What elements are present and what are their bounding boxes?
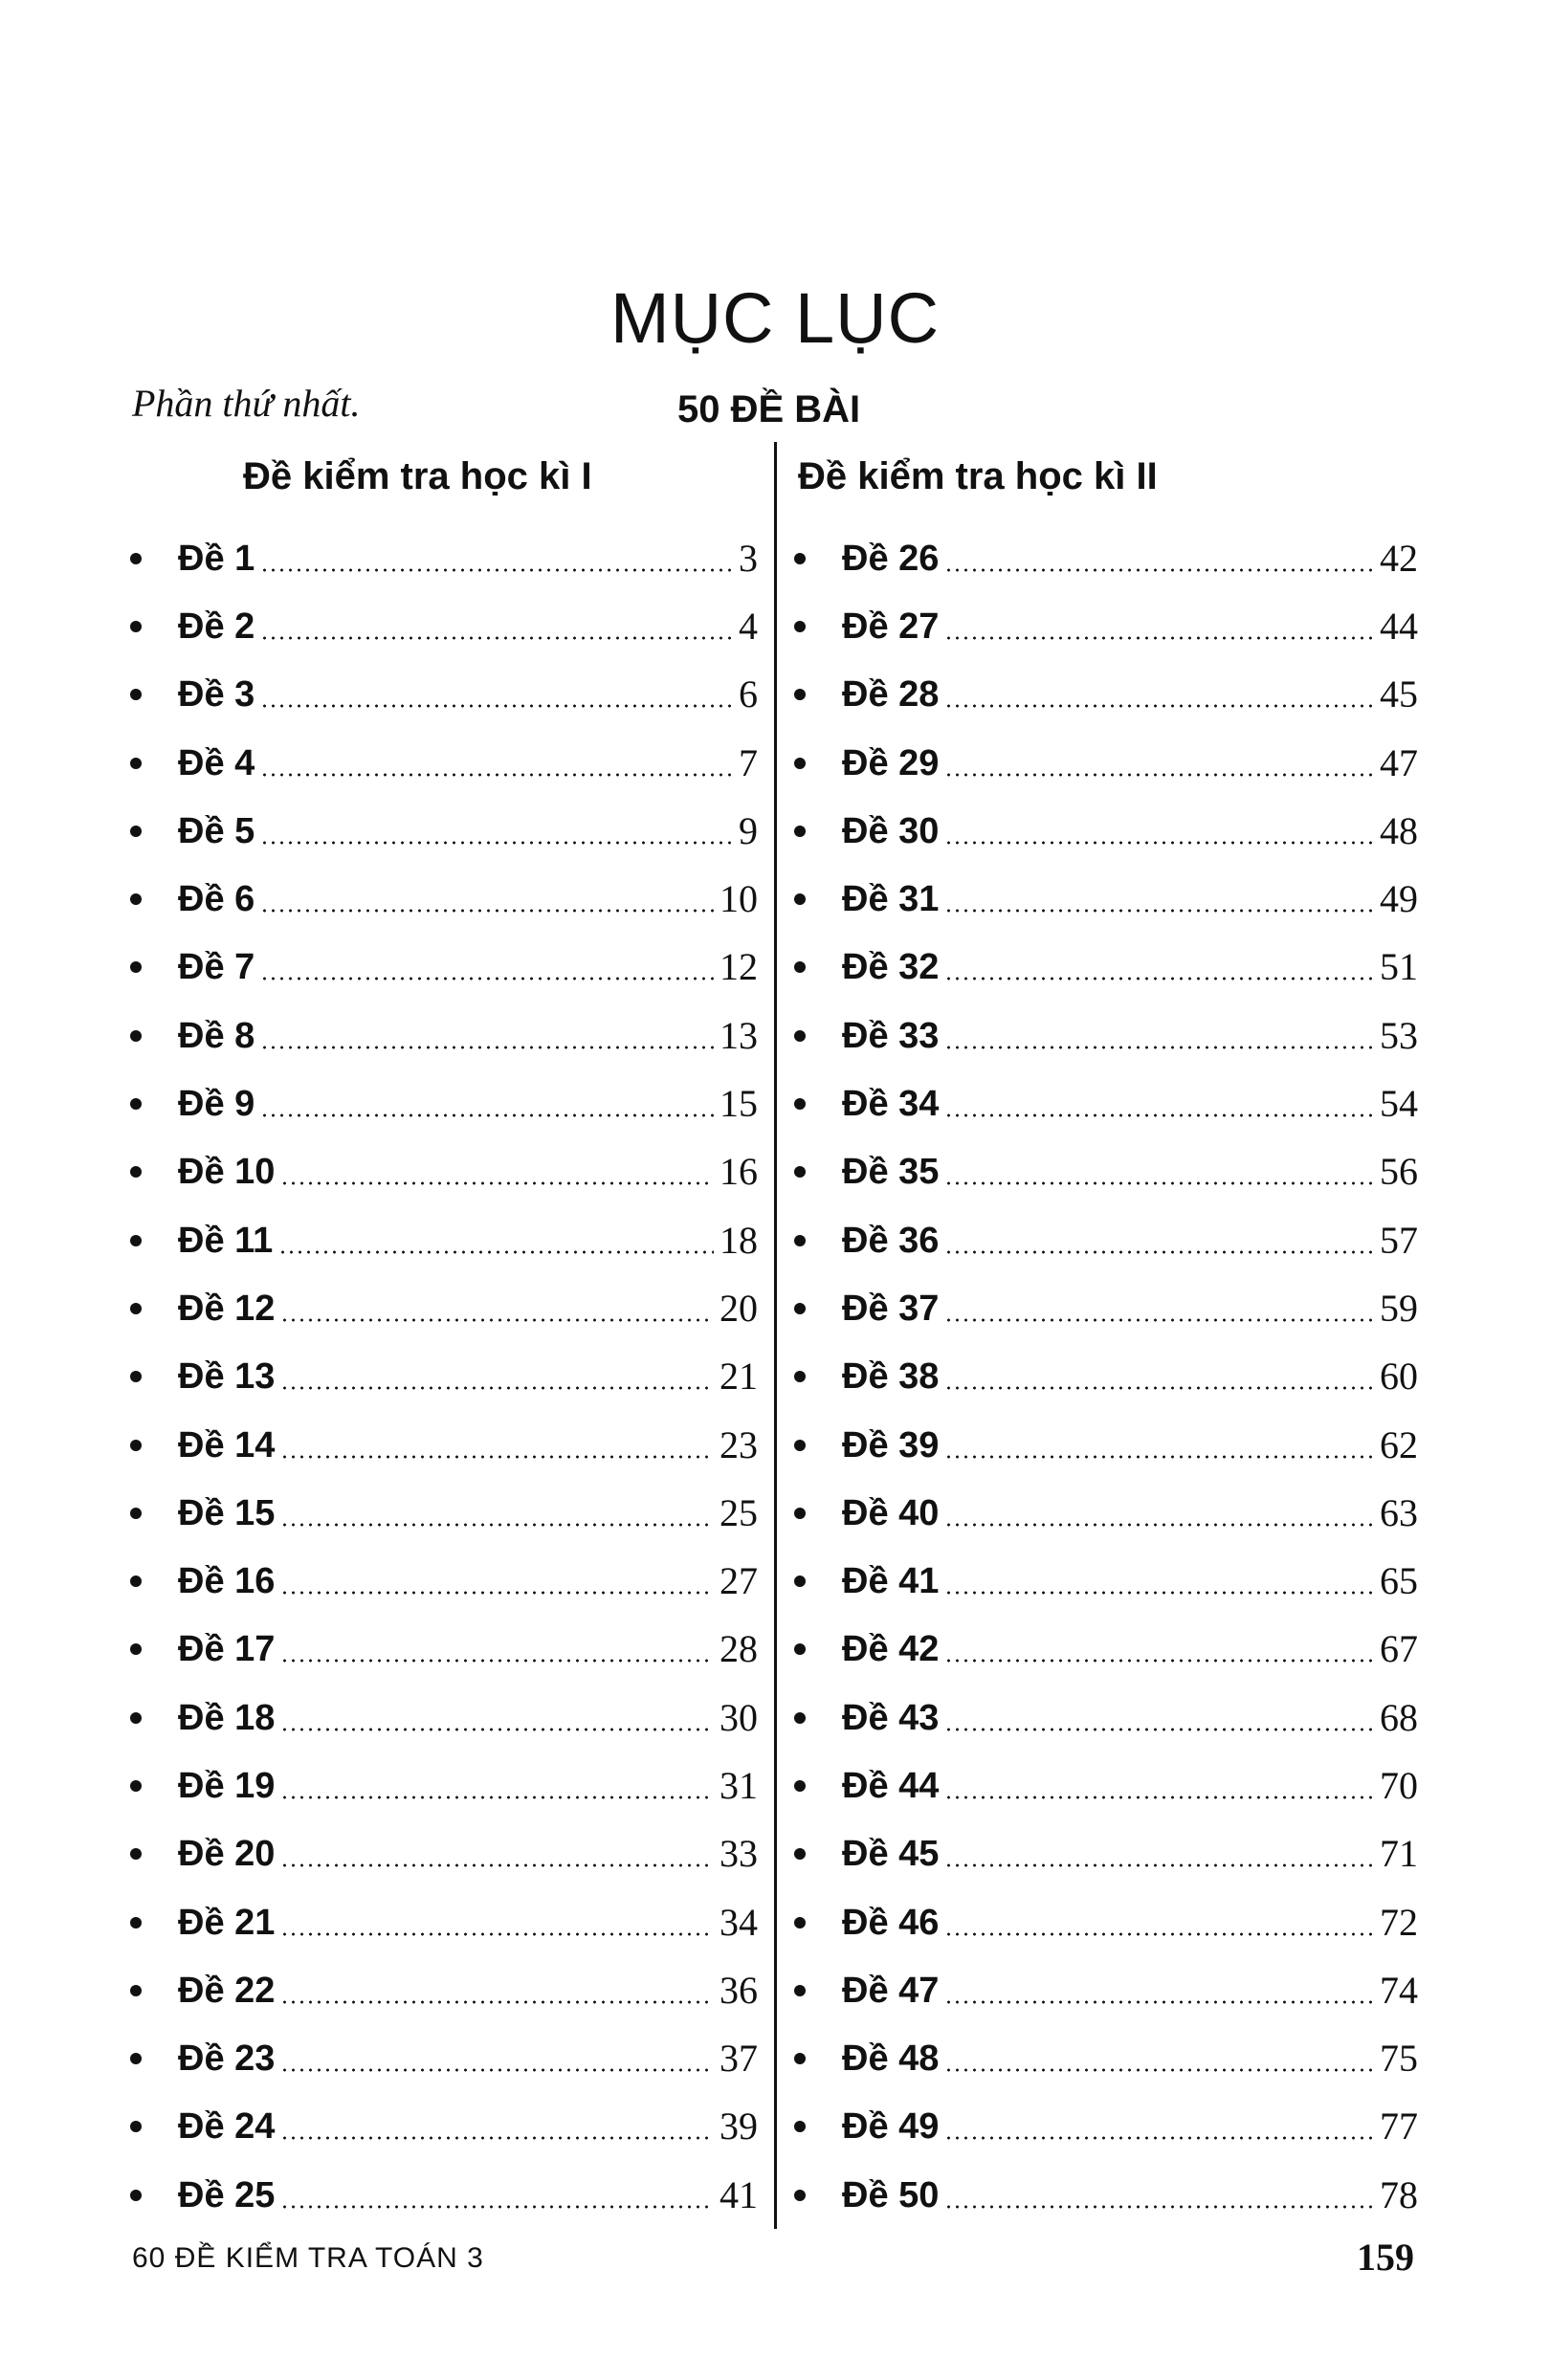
toc-entry-page: 12 xyxy=(720,945,758,989)
toc-entry-label: Đề 3 xyxy=(178,674,255,716)
toc-entry-page: 10 xyxy=(720,877,758,921)
toc-entry-page: 6 xyxy=(739,672,758,716)
left-column-heading: Đề kiểm tra học kì I xyxy=(243,455,592,497)
toc-entry xyxy=(794,1820,1418,1888)
dot-leader xyxy=(280,1932,714,1936)
bullet-icon xyxy=(794,621,806,632)
bullet-icon xyxy=(130,893,142,905)
toc-entry-page: 18 xyxy=(720,1218,758,1262)
dot-leader xyxy=(944,1591,1374,1595)
toc-entry xyxy=(794,865,1418,933)
dot-leader xyxy=(280,1386,714,1390)
toc-entry-label: Đề 40 xyxy=(842,1492,940,1533)
bullet-icon xyxy=(794,1098,806,1110)
bullet-icon xyxy=(130,553,142,564)
dot-leader xyxy=(280,1523,714,1527)
bullet-icon xyxy=(794,1712,806,1724)
bullet-icon xyxy=(130,961,142,973)
bullet-icon xyxy=(794,1508,806,1519)
footer-book-title: 60 ĐỀ KIỂM TRA TOÁN 3 xyxy=(132,2242,484,2274)
toc-entry-page: 78 xyxy=(1380,2172,1418,2216)
toc-entry xyxy=(794,2025,1418,2093)
toc-entry-page: 45 xyxy=(1380,672,1418,716)
toc-entry-page: 20 xyxy=(720,1286,758,1330)
toc-entry-page: 23 xyxy=(720,1422,758,1466)
dot-leader xyxy=(944,704,1374,708)
toc-entry-page: 67 xyxy=(1380,1627,1418,1671)
dot-leader xyxy=(944,909,1374,913)
toc-entry-label: Đề 35 xyxy=(842,1152,940,1193)
toc-entry-page: 68 xyxy=(1380,1695,1418,1739)
dot-leader xyxy=(944,1113,1374,1117)
dot-leader xyxy=(280,1728,714,1731)
toc-entry xyxy=(130,1479,758,1547)
toc-entry-label: Đề 44 xyxy=(842,1765,940,1806)
toc-entry-page: 37 xyxy=(720,2037,758,2081)
toc-entry-label: Đề 42 xyxy=(842,1629,940,1670)
toc-entry-page: 34 xyxy=(720,1900,758,1944)
toc-entry-page: 39 xyxy=(720,2105,758,2149)
toc-entry-label: Đề 13 xyxy=(178,1356,276,1398)
toc-entry xyxy=(130,1206,758,1274)
toc-entry-label: Đề 8 xyxy=(178,1015,255,1056)
dot-leader xyxy=(280,1181,714,1185)
dot-leader xyxy=(280,1591,714,1595)
bullet-icon xyxy=(794,1643,806,1655)
toc-entry-page: 62 xyxy=(1380,1422,1418,1466)
toc-entry xyxy=(794,1274,1418,1342)
dot-leader xyxy=(944,2136,1374,2140)
bullet-icon xyxy=(794,893,806,905)
toc-entry xyxy=(794,1616,1418,1684)
dot-leader xyxy=(280,1796,714,1799)
dot-leader xyxy=(280,1659,714,1663)
toc-entry-label: Đề 12 xyxy=(178,1288,276,1329)
toc-entry-page: 54 xyxy=(1380,1082,1418,1126)
toc-entry xyxy=(130,729,758,797)
toc-entry xyxy=(794,729,1418,797)
toc-entry xyxy=(130,1820,758,1888)
bullet-icon xyxy=(794,2053,806,2064)
toc-entry-page: 7 xyxy=(739,740,758,784)
toc-entry xyxy=(794,1547,1418,1615)
dot-leader xyxy=(944,1932,1374,1936)
bullet-icon xyxy=(130,1371,142,1382)
toc-entry xyxy=(794,1002,1418,1069)
bullet-icon xyxy=(794,689,806,700)
bullet-icon xyxy=(130,1712,142,1724)
toc-entry xyxy=(130,592,758,660)
toc-entry xyxy=(130,934,758,1002)
bullet-icon xyxy=(130,1166,142,1178)
toc-entry-page: 70 xyxy=(1380,1763,1418,1807)
bullet-icon xyxy=(794,1780,806,1792)
bullet-icon xyxy=(130,1848,142,1860)
toc-entry-page: 27 xyxy=(720,1559,758,1603)
dot-leader xyxy=(944,1455,1374,1459)
toc-entry xyxy=(130,661,758,729)
right-column-heading: Đề kiểm tra học kì II xyxy=(798,455,1158,497)
dot-leader xyxy=(944,636,1374,640)
toc-entry-label: Đề 29 xyxy=(842,742,940,783)
toc-entry xyxy=(130,1684,758,1752)
toc-entry-label: Đề 36 xyxy=(842,1220,940,1261)
toc-entry-label: Đề 46 xyxy=(842,1902,940,1943)
bullet-icon xyxy=(794,1917,806,1928)
dot-leader xyxy=(280,1455,714,1459)
toc-entry xyxy=(130,1547,758,1615)
bullet-icon xyxy=(794,1985,806,1996)
toc-entry-label: Đề 10 xyxy=(178,1152,276,1193)
toc-entry-label: Đề 34 xyxy=(842,1084,940,1125)
toc-entry xyxy=(130,2025,758,2093)
toc-entry-label: Đề 17 xyxy=(178,1629,276,1670)
toc-entry xyxy=(794,524,1418,592)
toc-entry-label: Đề 21 xyxy=(178,1902,276,1943)
toc-entry-label: Đề 4 xyxy=(178,742,255,783)
bullet-icon xyxy=(130,1643,142,1655)
left-toc-list xyxy=(130,524,758,2229)
toc-entry-page: 74 xyxy=(1380,1968,1418,2012)
toc-entry-label: Đề 23 xyxy=(178,2038,276,2080)
toc-entry xyxy=(794,2093,1418,2161)
toc-entry-page: 63 xyxy=(1380,1490,1418,1534)
toc-entry-label: Đề 24 xyxy=(178,2106,276,2148)
page-title: MỤC LỤC xyxy=(609,278,941,358)
toc-entry-page: 49 xyxy=(1380,877,1418,921)
toc-entry xyxy=(794,661,1418,729)
bullet-icon xyxy=(130,1985,142,1996)
dot-leader xyxy=(260,909,714,913)
dot-leader xyxy=(260,1046,714,1049)
toc-entry-page: 41 xyxy=(720,2172,758,2216)
toc-entry-page: 13 xyxy=(720,1013,758,1057)
toc-entry-label: Đề 16 xyxy=(178,1561,276,1602)
toc-entry-label: Đề 38 xyxy=(842,1356,940,1398)
bullet-icon xyxy=(794,826,806,837)
toc-entry-page: 28 xyxy=(720,1627,758,1671)
toc-entry-page: 72 xyxy=(1380,1900,1418,1944)
toc-entry-label: Đề 26 xyxy=(842,538,940,579)
part-label: Phần thứ nhất. xyxy=(132,382,361,425)
dot-leader xyxy=(944,841,1374,845)
dot-leader xyxy=(280,1318,714,1322)
toc-entry xyxy=(130,865,758,933)
toc-entry xyxy=(130,2161,758,2229)
column-divider xyxy=(774,442,777,2229)
bullet-icon xyxy=(130,1508,142,1519)
toc-entry-page: 60 xyxy=(1380,1355,1418,1399)
toc-entry-label: Đề 18 xyxy=(178,1697,276,1738)
toc-entry xyxy=(130,524,758,592)
toc-entry-page: 3 xyxy=(739,536,758,580)
dot-leader xyxy=(260,977,714,981)
toc-entry-page: 59 xyxy=(1380,1286,1418,1330)
toc-entry xyxy=(794,1956,1418,2024)
toc-entry-label: Đề 30 xyxy=(842,810,940,851)
bullet-icon xyxy=(130,1030,142,1042)
bullet-icon xyxy=(794,1166,806,1178)
toc-entry-page: 56 xyxy=(1380,1150,1418,1194)
dot-leader xyxy=(944,1181,1374,1185)
bullet-icon xyxy=(130,758,142,769)
toc-entry xyxy=(794,934,1418,1002)
toc-entry-label: Đề 25 xyxy=(178,2174,276,2215)
toc-entry xyxy=(130,1956,758,2024)
toc-entry-page: 65 xyxy=(1380,1559,1418,1603)
bullet-icon xyxy=(130,621,142,632)
bullet-icon xyxy=(794,2190,806,2201)
dot-leader xyxy=(944,1863,1374,1867)
bullet-icon xyxy=(130,689,142,700)
toc-entry-page: 9 xyxy=(739,808,758,852)
toc-entry-page: 44 xyxy=(1380,604,1418,648)
toc-entry-label: Đề 14 xyxy=(178,1424,276,1465)
dot-leader xyxy=(278,1250,714,1254)
toc-entry xyxy=(794,1206,1418,1274)
bullet-icon xyxy=(130,2190,142,2201)
dot-leader xyxy=(260,841,733,845)
dot-leader xyxy=(944,1046,1374,1049)
dot-leader xyxy=(944,1796,1374,1799)
toc-entry-page: 36 xyxy=(720,1968,758,2012)
bullet-icon xyxy=(130,1440,142,1451)
toc-entry-page: 47 xyxy=(1380,740,1418,784)
dot-leader xyxy=(280,1863,714,1867)
toc-entry xyxy=(794,1069,1418,1137)
dot-leader xyxy=(944,1318,1374,1322)
toc-entry xyxy=(794,1411,1418,1479)
toc-entry-label: Đề 31 xyxy=(842,879,940,920)
toc-entry-page: 15 xyxy=(720,1082,758,1126)
toc-entry xyxy=(794,592,1418,660)
dot-leader xyxy=(944,2205,1374,2209)
toc-entry-page: 48 xyxy=(1380,808,1418,852)
bullet-icon xyxy=(794,1303,806,1314)
bullet-icon xyxy=(794,553,806,564)
toc-entry xyxy=(794,797,1418,865)
toc-entry xyxy=(794,1752,1418,1819)
toc-entry-page: 71 xyxy=(1380,1832,1418,1876)
dot-leader xyxy=(260,568,733,572)
toc-entry-page: 51 xyxy=(1380,945,1418,989)
bullet-icon xyxy=(130,1917,142,1928)
toc-entry-page: 16 xyxy=(720,1150,758,1194)
toc-entry-page: 25 xyxy=(720,1490,758,1534)
toc-entry-page: 30 xyxy=(720,1695,758,1739)
dot-leader xyxy=(944,1386,1374,1390)
dot-leader xyxy=(944,977,1374,981)
toc-entry xyxy=(794,1684,1418,1752)
toc-entry-label: Đề 45 xyxy=(842,1834,940,1875)
toc-entry xyxy=(794,2161,1418,2229)
toc-entry-label: Đề 28 xyxy=(842,674,940,716)
toc-entry-label: Đề 11 xyxy=(178,1220,274,1261)
toc-entry xyxy=(130,1411,758,1479)
dot-leader xyxy=(260,704,733,708)
part-title: 50 ĐỀ BÀI xyxy=(677,388,861,430)
toc-entry-page: 21 xyxy=(720,1355,758,1399)
toc-entry-page: 53 xyxy=(1380,1013,1418,1057)
dot-leader xyxy=(944,1659,1374,1663)
toc-entry xyxy=(130,1274,758,1342)
bullet-icon xyxy=(130,1235,142,1246)
bullet-icon xyxy=(794,1030,806,1042)
bullet-icon xyxy=(130,1576,142,1587)
toc-entry-page: 33 xyxy=(720,1832,758,1876)
dot-leader xyxy=(944,568,1374,572)
toc-entry-label: Đề 48 xyxy=(842,2038,940,2080)
footer-page-number: 159 xyxy=(1357,2236,1414,2279)
toc-entry-label: Đề 7 xyxy=(178,947,255,988)
bullet-icon xyxy=(794,1576,806,1587)
dot-leader xyxy=(260,1113,714,1117)
toc-entry-label: Đề 43 xyxy=(842,1697,940,1738)
toc-entry-label: Đề 47 xyxy=(842,1970,940,2011)
bullet-icon xyxy=(794,1371,806,1382)
toc-entry-label: Đề 41 xyxy=(842,1561,940,1602)
dot-leader xyxy=(944,2000,1374,2004)
bullet-icon xyxy=(794,1235,806,1246)
dot-leader xyxy=(260,773,733,777)
toc-entry-label: Đề 22 xyxy=(178,1970,276,2011)
toc-entry xyxy=(794,1888,1418,1956)
toc-entry xyxy=(130,2093,758,2161)
toc-entry-label: Đề 19 xyxy=(178,1765,276,1806)
toc-entry-page: 77 xyxy=(1380,2105,1418,2149)
bullet-icon xyxy=(130,1780,142,1792)
dot-leader xyxy=(944,1523,1374,1527)
toc-entry-label: Đề 1 xyxy=(178,538,255,579)
dot-leader xyxy=(280,2000,714,2004)
toc-entry xyxy=(130,1752,758,1819)
toc-entry xyxy=(794,1479,1418,1547)
dot-leader xyxy=(944,2068,1374,2072)
toc-entry-page: 75 xyxy=(1380,2037,1418,2081)
toc-entry-label: Đề 49 xyxy=(842,2106,940,2148)
bullet-icon xyxy=(794,961,806,973)
toc-entry-label: Đề 33 xyxy=(842,1015,940,1056)
toc-entry xyxy=(130,1069,758,1137)
dot-leader xyxy=(280,2136,714,2140)
toc-entry-label: Đề 9 xyxy=(178,1084,255,1125)
toc-entry xyxy=(130,1616,758,1684)
toc-entry-label: Đề 2 xyxy=(178,606,255,647)
toc-entry-label: Đề 5 xyxy=(178,810,255,851)
bullet-icon xyxy=(794,1440,806,1451)
toc-entry-label: Đề 39 xyxy=(842,1424,940,1465)
dot-leader xyxy=(944,773,1374,777)
toc-entry-label: Đề 50 xyxy=(842,2174,940,2215)
toc-entry xyxy=(130,1888,758,1956)
dot-leader xyxy=(944,1728,1374,1731)
dot-leader xyxy=(280,2205,714,2209)
toc-entry xyxy=(130,797,758,865)
toc-entry xyxy=(794,1138,1418,1206)
dot-leader xyxy=(260,636,733,640)
dot-leader xyxy=(944,1250,1374,1254)
toc-entry xyxy=(130,1343,758,1411)
bullet-icon xyxy=(130,1098,142,1110)
toc-entry-page: 31 xyxy=(720,1763,758,1807)
toc-entry-label: Đề 20 xyxy=(178,1834,276,1875)
toc-entry-label: Đề 37 xyxy=(842,1288,940,1329)
toc-entry-page: 57 xyxy=(1380,1218,1418,1262)
toc-entry-label: Đề 27 xyxy=(842,606,940,647)
toc-entry-page: 4 xyxy=(739,604,758,648)
toc-entry xyxy=(130,1002,758,1069)
toc-entry xyxy=(794,1343,1418,1411)
bullet-icon xyxy=(130,2053,142,2064)
dot-leader xyxy=(280,2068,714,2072)
bullet-icon xyxy=(130,1303,142,1314)
toc-entry-page: 42 xyxy=(1380,536,1418,580)
toc-entry-label: Đề 32 xyxy=(842,947,940,988)
bullet-icon xyxy=(130,2121,142,2132)
bullet-icon xyxy=(794,2121,806,2132)
toc-entry-label: Đề 15 xyxy=(178,1492,276,1533)
bullet-icon xyxy=(794,758,806,769)
bullet-icon xyxy=(794,1848,806,1860)
bullet-icon xyxy=(130,826,142,837)
toc-entry xyxy=(130,1138,758,1206)
toc-entry-label: Đề 6 xyxy=(178,879,255,920)
right-toc-list xyxy=(794,524,1418,2229)
